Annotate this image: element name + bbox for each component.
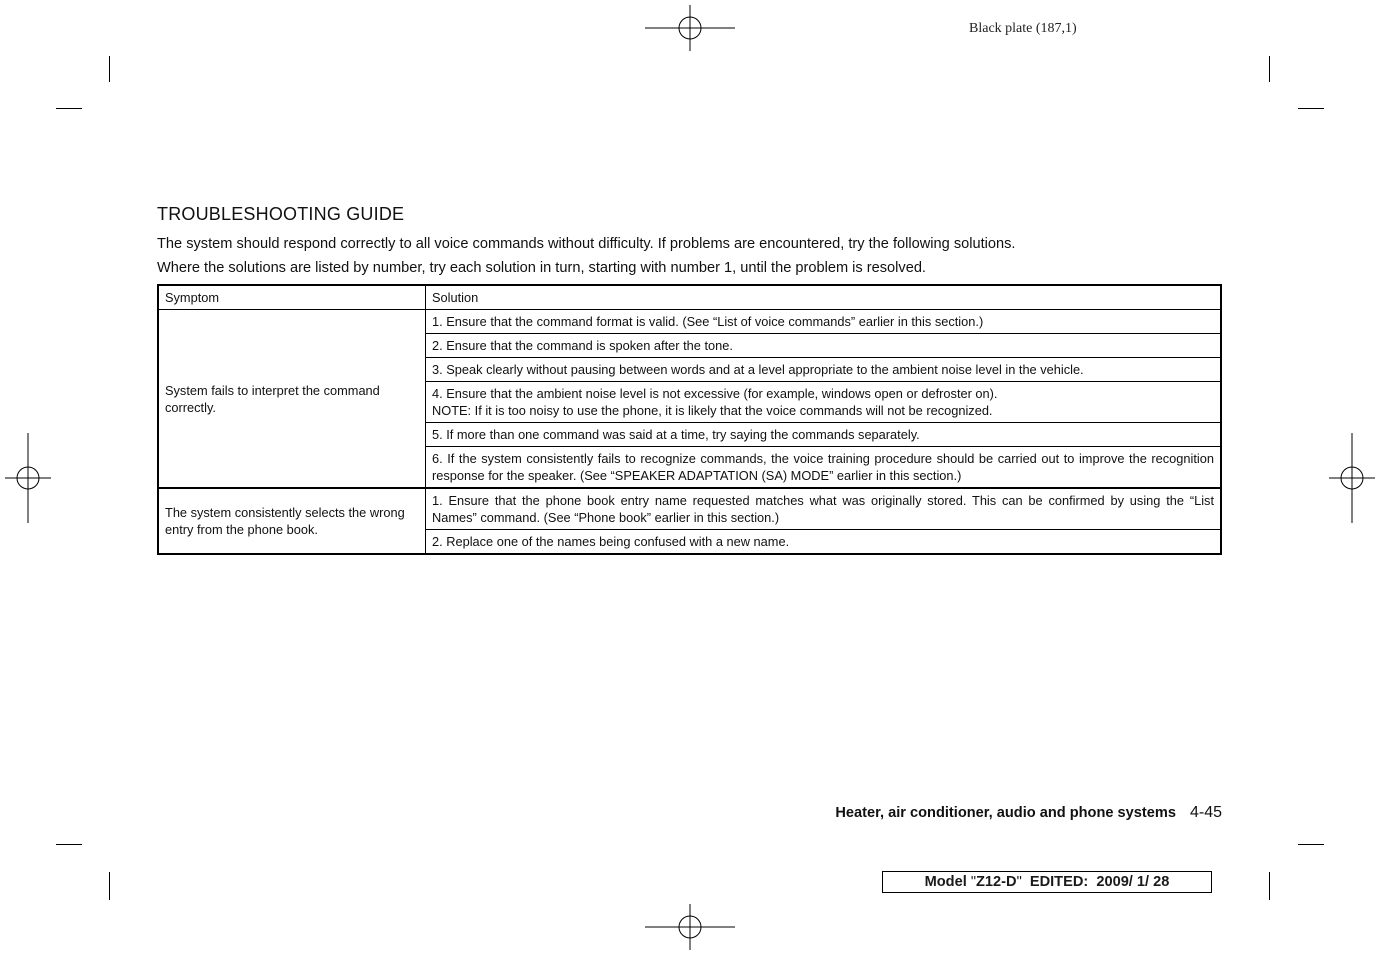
solution-text: 1. Ensure that the phone book entry name requested matches what was originally stored. This can be confirmed by using the “List Names” command. (See “Phone book” earlier in this section.) bbox=[432, 493, 1214, 525]
edited-date: 2009/ 1/ 28 bbox=[1096, 874, 1170, 890]
solution-text: 4. Ensure that the ambient noise level is not excessive (for example, windows open or defroster on). bbox=[432, 386, 998, 401]
model-edit-box: Model "Z12-D" EDITED: 2009/ 1/ 28 bbox=[882, 871, 1212, 893]
solution-text: 2. Ensure that the command is spoken after the tone. bbox=[432, 338, 733, 353]
solution-cell bbox=[426, 358, 1222, 382]
edited-label: EDITED: bbox=[1029, 874, 1089, 890]
table-row bbox=[158, 488, 1221, 530]
solution-cell bbox=[426, 423, 1222, 447]
intro-paragraph: The system should respond correctly to all voice commands without difficulty. If problems are encountered, try the following solutions. bbox=[157, 236, 1016, 252]
solution-cell bbox=[426, 310, 1222, 334]
solution-text: 5. If more than one command was said at a time, try saying the commands separately. bbox=[432, 427, 920, 442]
solution-text: 1. Ensure that the command format is valid. (See “List of voice commands” earlier in this section.) bbox=[432, 314, 984, 329]
solution-note: NOTE: If it is too noisy to use the phone, it is likely that the voice commands will not be recognized. bbox=[432, 403, 993, 418]
symptom-cell: The system consistently selects the wrong entry from the phone book. bbox=[158, 488, 426, 554]
model-label: Model bbox=[924, 874, 967, 890]
solution-cell bbox=[426, 382, 1222, 423]
crop-mark bbox=[109, 56, 110, 82]
solution-text: 2. Replace one of the names being confused with a new name. bbox=[432, 534, 790, 549]
troubleshooting-table bbox=[157, 284, 1222, 555]
crop-mark bbox=[56, 108, 82, 109]
crop-mark bbox=[109, 872, 110, 900]
registration-mark-bottom bbox=[645, 904, 735, 950]
solution-text: 3. Speak clearly without pausing between words and at a level appropriate to the ambient noise level in the vehicle. bbox=[432, 362, 1084, 377]
crop-mark bbox=[56, 844, 82, 845]
crop-mark bbox=[1298, 108, 1324, 109]
registration-mark-right bbox=[1329, 433, 1375, 523]
plate-label: Black plate (187,1) bbox=[969, 21, 1077, 36]
solution-cell bbox=[426, 530, 1222, 555]
crop-mark bbox=[1269, 872, 1270, 900]
solution-cell bbox=[426, 488, 1222, 530]
solution-cell bbox=[426, 447, 1222, 489]
footer-section-title: Heater, air conditioner, audio and phone systems bbox=[835, 805, 1176, 821]
registration-mark-top bbox=[645, 5, 735, 51]
column-header-symptom: Symptom bbox=[158, 285, 426, 310]
column-header-solution: Solution bbox=[426, 285, 1222, 310]
page-footer bbox=[835, 804, 1222, 822]
model-code: Z12-D bbox=[976, 874, 1017, 890]
crop-mark bbox=[1298, 844, 1324, 845]
table-row bbox=[158, 310, 1221, 334]
crop-mark bbox=[1269, 56, 1270, 82]
page-number: 4-45 bbox=[1189, 804, 1222, 821]
section-title: TROUBLESHOOTING GUIDE bbox=[157, 204, 405, 224]
table-header-row bbox=[158, 285, 1221, 310]
symptom-cell: System fails to interpret the command correctly. bbox=[158, 310, 426, 489]
solution-cell bbox=[426, 334, 1222, 358]
registration-mark-left bbox=[5, 433, 51, 523]
intro-paragraph: Where the solutions are listed by number, try each solution in turn, starting with number 1, until the problem is resolved. bbox=[157, 260, 926, 276]
solution-text: 6. If the system consistently fails to recognize commands, the voice training procedure should be carried out to improve the recognition response for the speaker. (See “SPEAKER ADAPTATION (SA) MODE” earlier in this section.) bbox=[432, 451, 1214, 483]
